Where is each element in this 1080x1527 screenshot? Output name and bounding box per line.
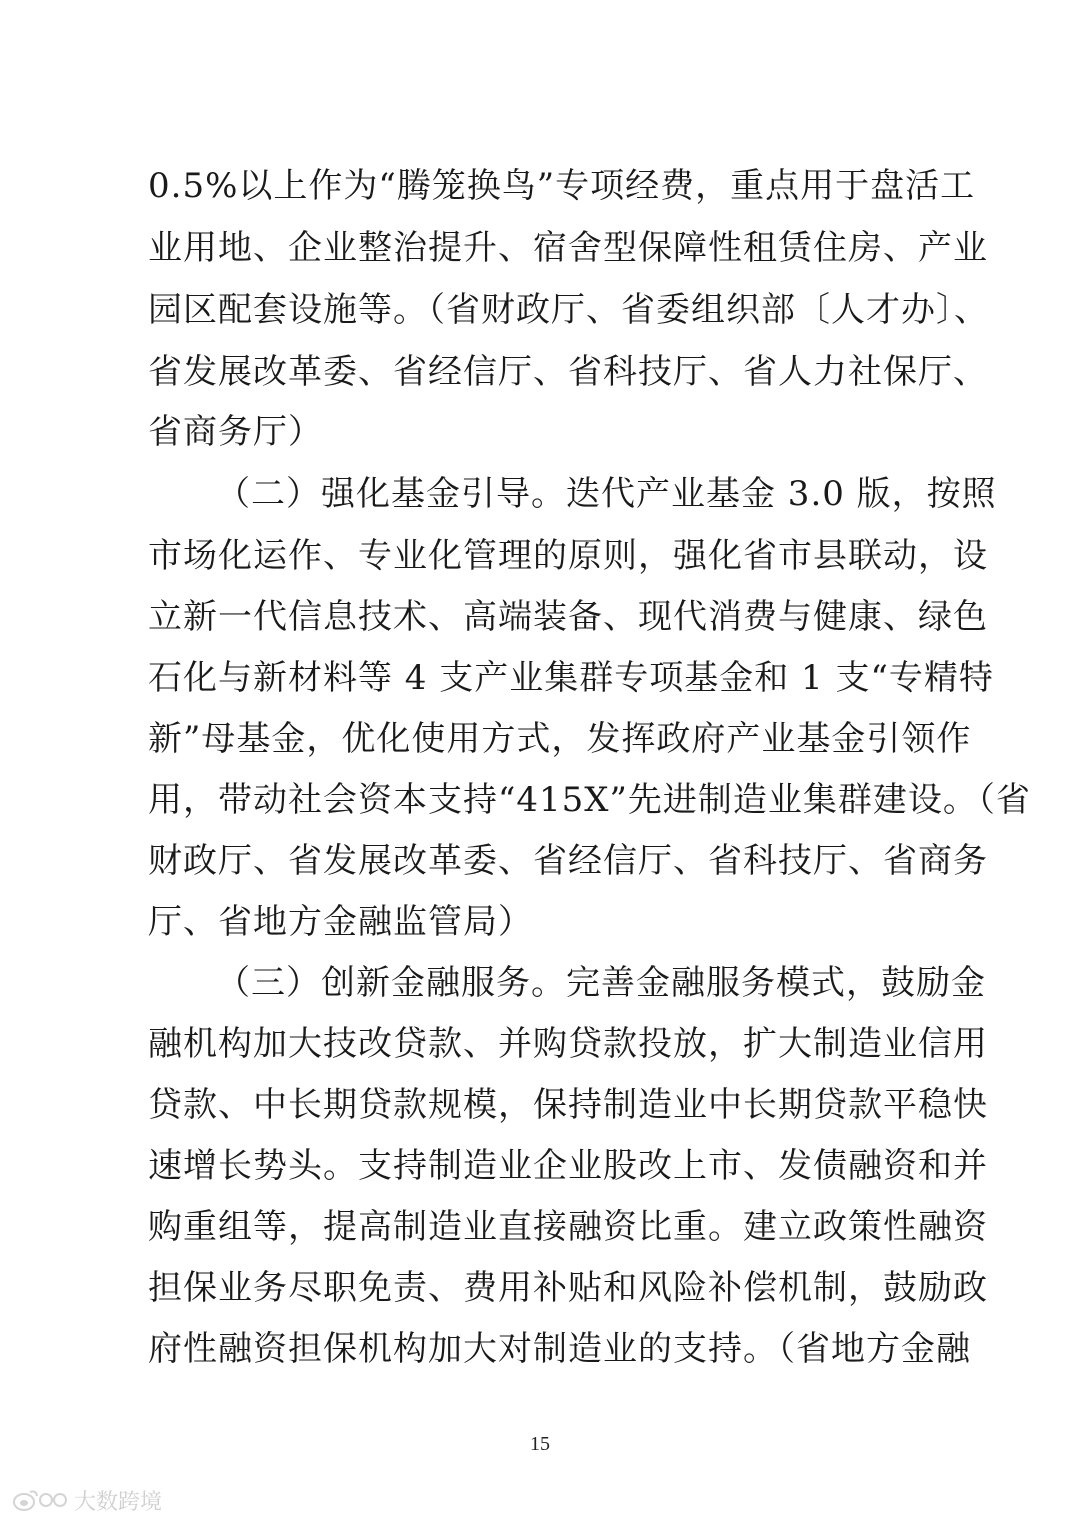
text-line: 用，带动社会资本支持“415X”先进制造业集群建设。（省 xyxy=(148,780,1031,820)
text-line: 园区配套设施等。（省财政厅、省委组织部〔人才办〕、 xyxy=(148,290,989,330)
watermark xyxy=(12,1484,162,1516)
text-line: 贷款、中长期贷款规模，保持制造业中长期贷款平稳快 xyxy=(148,1085,988,1125)
watermark-text: 大数跨境 xyxy=(74,1489,163,1515)
text-line: 财政厅、省发展改革委、省经信厅、省科技厅、省商务 xyxy=(148,841,988,881)
text-line: 担保业务尽职免责、费用补贴和风险补偿机制，鼓励政 xyxy=(148,1268,988,1308)
text-line: 市场化运作、专业化管理的原则，强化省市县联动，设 xyxy=(148,536,988,576)
text-line: 厅、省地方金融监管局） xyxy=(148,902,533,942)
text-line: 省商务厅） xyxy=(148,412,323,452)
text-line: 省发展改革委、省经信厅、省科技厅、省人力社保厅、 xyxy=(148,352,988,392)
text-line: 融机构加大技改贷款、并购贷款投放，扩大制造业信用 xyxy=(148,1024,988,1064)
weibo-logo-icon xyxy=(12,1487,68,1513)
page-number: 15 xyxy=(530,1433,550,1455)
text-line: 购重组等，提高制造业直接融资比重。建立政策性融资 xyxy=(148,1207,988,1247)
text-line: 速增长势头。支持制造业企业股改上市、发债融资和并 xyxy=(148,1146,988,1186)
section-heading-line: （二）强化基金引导。迭代产业基金 3.0 版，按照 xyxy=(216,474,997,514)
text-line: 业用地、企业整治提升、宿舍型保障性租赁住房、产业 xyxy=(148,228,988,268)
text-line: 新”母基金，优化使用方式，发挥政府产业基金引领作 xyxy=(148,719,972,759)
section-heading-line: （三）创新金融服务。完善金融服务模式，鼓励金 xyxy=(216,963,986,1003)
text-line: 府性融资担保机构加大对制造业的支持。（省地方金融 xyxy=(148,1329,971,1369)
text-line: 石化与新材料等 4 支产业集群专项基金和 1 支“专精特 xyxy=(148,658,994,698)
text-line: 立新一代信息技术、高端装备、现代消费与健康、绿色 xyxy=(148,597,988,637)
text-line: 0.5%以上作为“腾笼换鸟”专项经费，重点用于盘活工 xyxy=(148,166,976,206)
